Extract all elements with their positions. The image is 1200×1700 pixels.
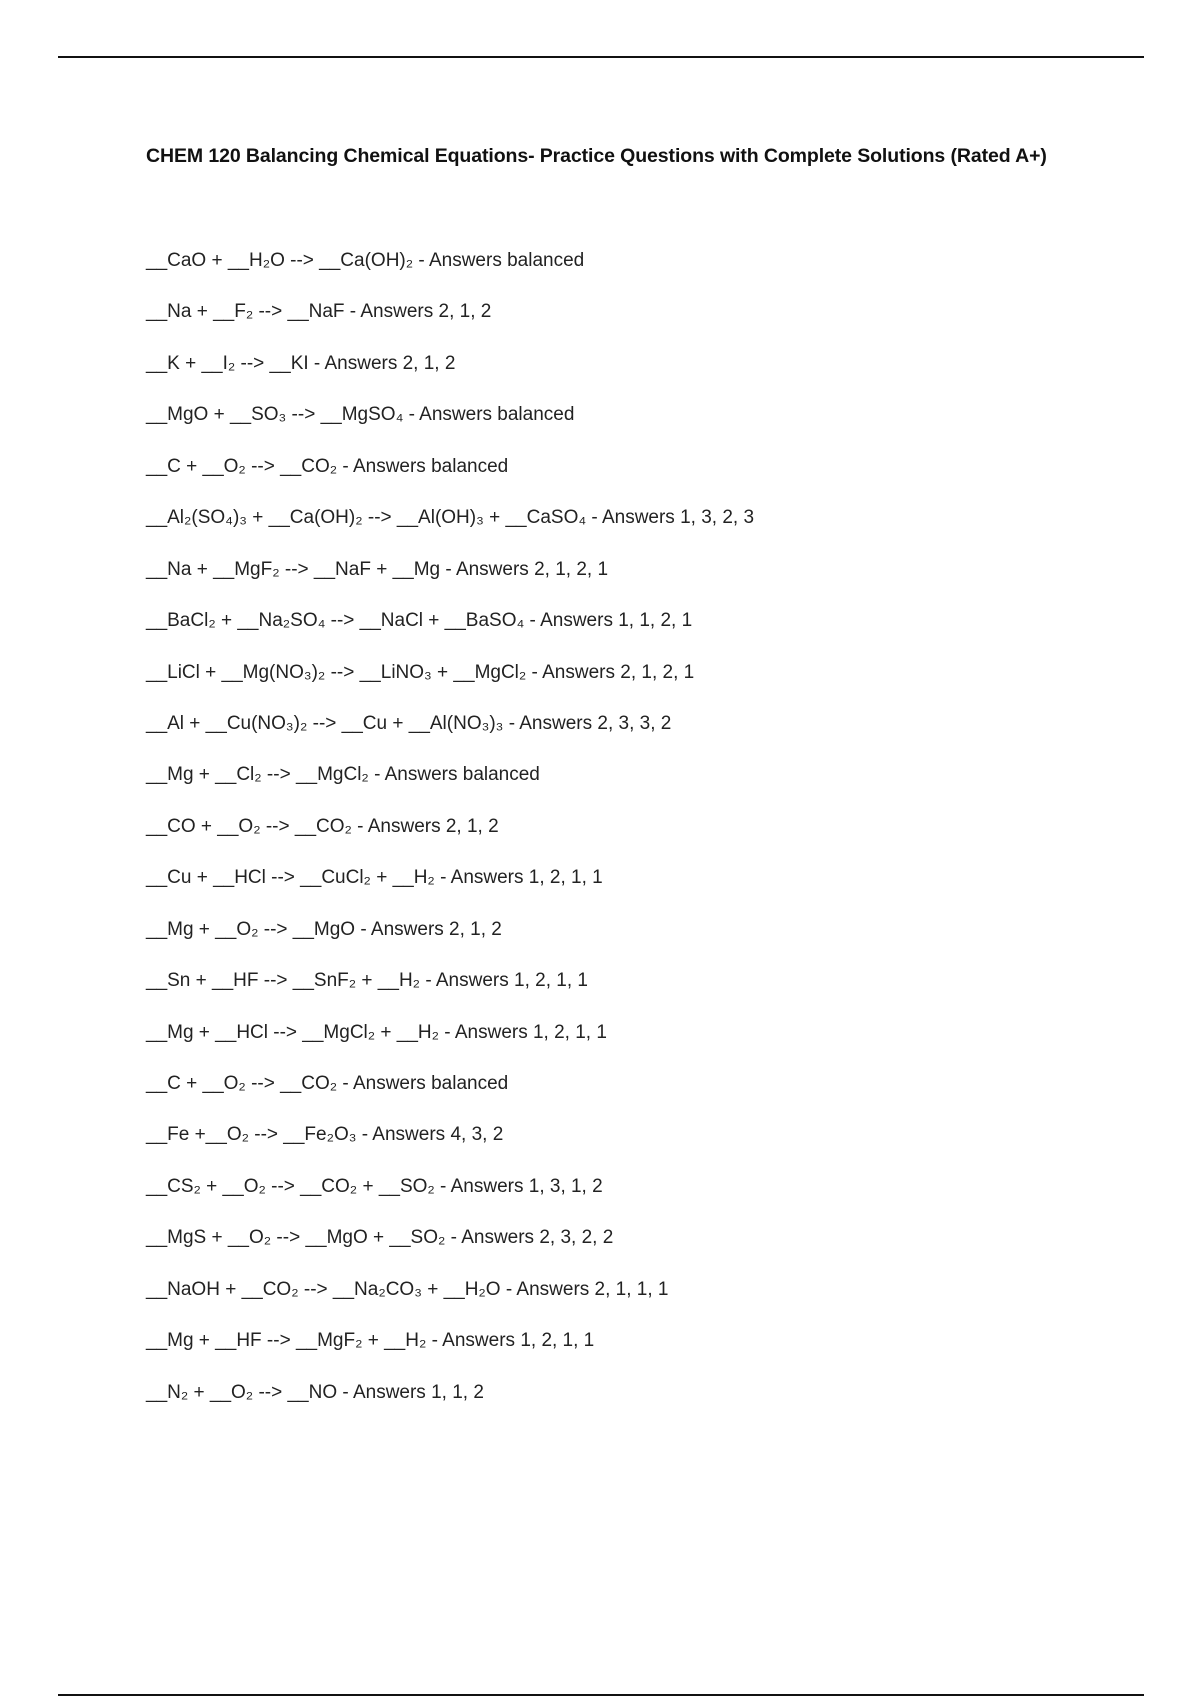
equation-item: __Na + __MgF₂ --> __NaF + __Mg - Answers 2, 1, 2, 1 <box>146 558 609 580</box>
equation-item: __N₂ + __O₂ --> __NO - Answers 1, 1, 2 <box>146 1381 484 1403</box>
equation-item: __Al + __Cu(NO₃)₂ --> __Cu + __Al(NO₃)₃ - Answers 2, 3, 3, 2 <box>146 712 672 734</box>
equation-item: __MgO + __SO₃ --> __MgSO₄ - Answers balanced <box>146 404 575 426</box>
equation-item: __Mg + __O₂ --> __MgO - Answers 2, 1, 2 <box>146 918 502 940</box>
equation-item: __Mg + __HF --> __MgF₂ + __H₂ - Answers 1, 2, 1, 1 <box>146 1330 595 1352</box>
equation-item: __Na + __F₂ --> __NaF - Answers 2, 1, 2 <box>146 301 492 323</box>
equation-item: __MgS + __O₂ --> __MgO + __SO₂ - Answers 2, 3, 2, 2 <box>146 1227 614 1249</box>
equation-item: __Sn + __HF --> __SnF₂ + __H₂ - Answers 1, 2, 1, 1 <box>146 970 588 992</box>
equation-list <box>146 248 754 1431</box>
equation-item: __Cu + __HCl --> __CuCl₂ + __H₂ - Answers 1, 2, 1, 1 <box>146 867 603 889</box>
equation-item: __Al₂(SO₄)₃ + __Ca(OH)₂ --> __Al(OH)₃ + __CaSO₄ - Answers 1, 3, 2, 3 <box>146 507 755 529</box>
equation-item: __CaO + __H₂O --> __Ca(OH)₂ - Answers balanced <box>146 250 585 271</box>
equation-item: __C + __O₂ --> __CO₂ - Answers balanced <box>146 1073 509 1094</box>
equation-item: __NaOH + __CO₂ --> __Na₂CO₃ + __H₂O - Answers 2, 1, 1, 1 <box>146 1278 669 1300</box>
header-rule <box>58 56 1144 58</box>
equation-item: __BaCl₂ + __Na₂SO₄ --> __NaCl + __BaSO₄ - Answers 1, 1, 2, 1 <box>146 610 693 632</box>
equation-item: __Fe +__O₂ --> __Fe₂O₃ - Answers 4, 3, 2 <box>146 1124 504 1146</box>
equation-item: __Mg + __Cl₂ --> __MgCl₂ - Answers balanced <box>146 764 540 786</box>
equation-item: __CO + __O₂ --> __CO₂ - Answers 2, 1, 2 <box>146 815 499 837</box>
equation-item: __C + __O₂ --> __CO₂ - Answers balanced <box>146 455 509 477</box>
equation-item: __Mg + __HCl --> __MgCl₂ + __H₂ - Answers 1, 2, 1, 1 <box>146 1021 607 1043</box>
document-title: CHEM 120 Balancing Chemical Equations- Practice Questions with Complete Solutions (Rated A+) <box>146 145 1047 167</box>
equation-item: __LiCl + __Mg(NO₃)₂ --> __LiNO₃ + __MgCl₂ - Answers 2, 1, 2, 1 <box>146 661 695 683</box>
equation-item: __K + __I₂ --> __KI - Answers 2, 1, 2 <box>146 352 456 374</box>
equation-item: __CS₂ + __O₂ --> __CO₂ + __SO₂ - Answers 1, 3, 1, 2 <box>146 1175 603 1197</box>
footer-rule <box>58 1694 1144 1696</box>
